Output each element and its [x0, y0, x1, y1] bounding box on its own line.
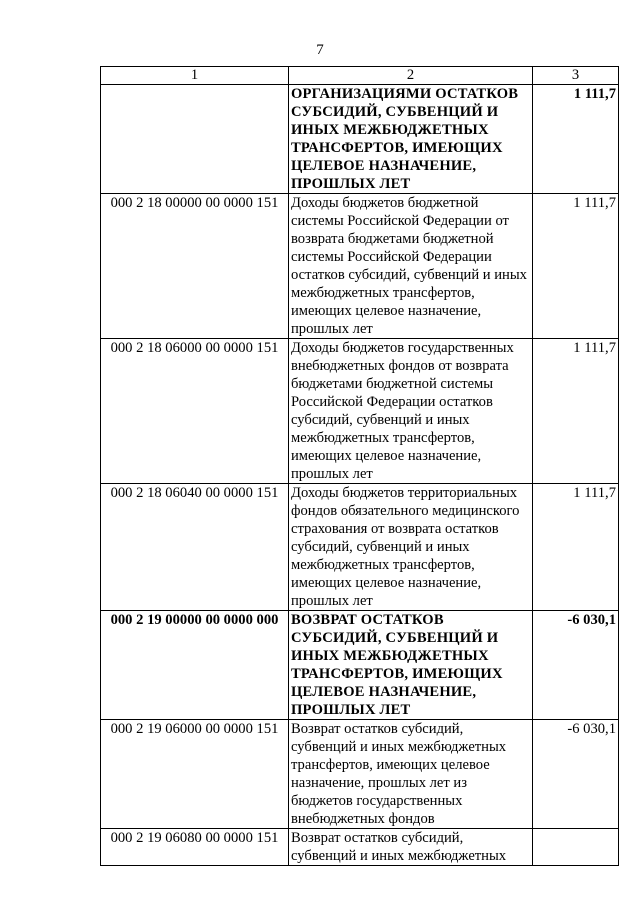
row-description: Возврат остатков субсидий, субвенций и иных межбюджетных трансфертов, имеющих целевое назначение, прошлых лет из бюджетов государственных внебюджетных фондов: [289, 720, 533, 829]
table-row: [101, 339, 619, 484]
row-code: 000 2 18 06040 00 0000 151: [101, 484, 289, 611]
row-amount: 1 111,7: [533, 339, 619, 484]
table-row: [101, 85, 619, 194]
row-code: 000 2 18 00000 00 0000 151: [101, 194, 289, 339]
budget-table: [100, 66, 619, 866]
column-header-amount: 3: [533, 67, 619, 85]
row-description: Доходы бюджетов территориальных фондов обязательного медицинского страхования от возврата остатков субсидий, субвенций и иных межбюджетных трансфертов, имеющих целевое назначение, прошлых лет: [289, 484, 533, 611]
row-code: 000 2 19 00000 00 0000 000: [101, 611, 289, 720]
page-number: 7: [316, 42, 324, 58]
row-amount: -6 030,1: [533, 720, 619, 829]
row-amount: -6 030,1: [533, 611, 619, 720]
row-amount: 1 111,7: [533, 85, 619, 194]
table-row: [101, 484, 619, 611]
row-description: ВОЗВРАТ ОСТАТКОВ СУБСИДИЙ, СУБВЕНЦИЙ И ИНЫХ МЕЖБЮДЖЕТНЫХ ТРАНСФЕРТОВ, ИМЕЮЩИХ ЦЕЛЕВОЕ НАЗНАЧЕНИЕ, ПРОШЛЫХ ЛЕТ: [289, 611, 533, 720]
row-description: Доходы бюджетов бюджетной системы Российской Федерации от возврата бюджетами бюджетной системы Российской Федерации остатков субсидий, субвенций и иных межбюджетных трансфертов, имеющих целевое назначение, прошлых лет: [289, 194, 533, 339]
table-header-row: [101, 67, 619, 85]
row-code: 000 2 18 06000 00 0000 151: [101, 339, 289, 484]
table-row: [101, 611, 619, 720]
table-row: [101, 829, 619, 866]
row-description: Возврат остатков субсидий, субвенций и иных межбюджетных: [289, 829, 533, 866]
column-header-description: 2: [289, 67, 533, 85]
table-row: [101, 720, 619, 829]
row-amount: [533, 829, 619, 866]
column-header-code: 1: [101, 67, 289, 85]
row-code: [101, 85, 289, 194]
row-description: Доходы бюджетов государственных внебюджетных фондов от возврата бюджетами бюджетной системы Российской Федерации остатков субсидий, субвенций и иных межбюджетных трансфертов, имеющих целевое назначение, прошлых лет: [289, 339, 533, 484]
row-amount: 1 111,7: [533, 194, 619, 339]
row-code: 000 2 19 06000 00 0000 151: [101, 720, 289, 829]
row-description: ОРГАНИЗАЦИЯМИ ОСТАТКОВ СУБСИДИЙ, СУБВЕНЦИЙ И ИНЫХ МЕЖБЮДЖЕТНЫХ ТРАНСФЕРТОВ, ИМЕЮЩИХ ЦЕЛЕВОЕ НАЗНАЧЕНИЕ, ПРОШЛЫХ ЛЕТ: [289, 85, 533, 194]
table-row: [101, 194, 619, 339]
row-code: 000 2 19 06080 00 0000 151: [101, 829, 289, 866]
row-amount: 1 111,7: [533, 484, 619, 611]
